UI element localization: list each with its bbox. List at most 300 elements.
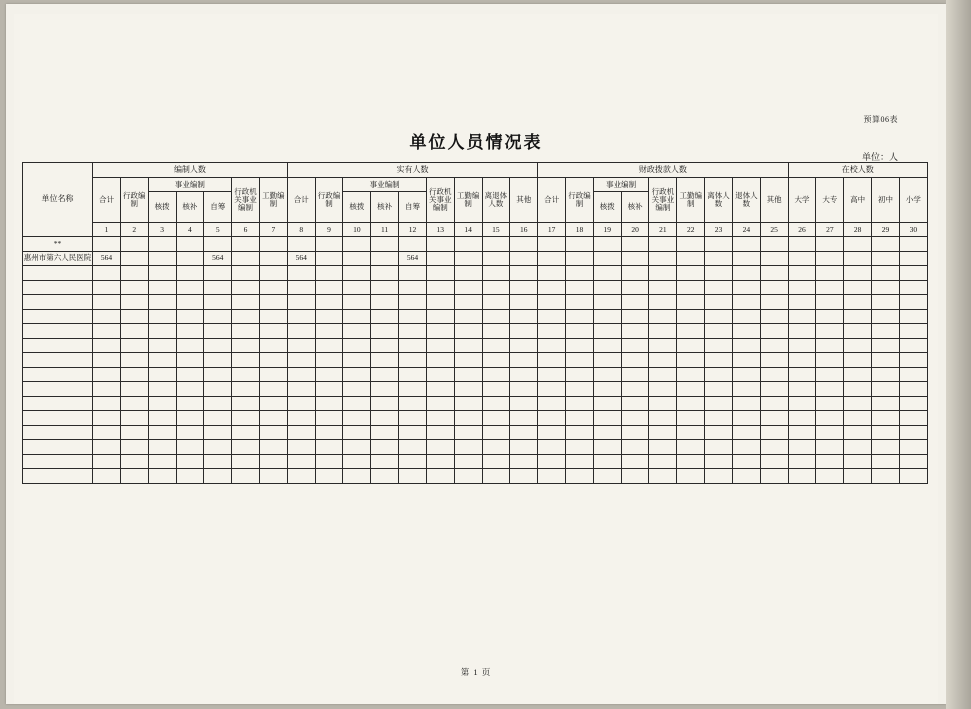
table-cell — [93, 353, 121, 368]
table-cell — [677, 382, 705, 397]
table-cell — [343, 411, 371, 426]
table-cell — [649, 454, 677, 469]
table-cell — [510, 295, 538, 310]
table-cell — [454, 367, 482, 382]
table-cell — [705, 396, 733, 411]
table-cell — [287, 411, 315, 426]
table-cell — [816, 425, 844, 440]
table-cell — [816, 324, 844, 339]
leaf-header-25: 大学 — [788, 178, 816, 223]
table-cell — [566, 309, 594, 324]
table-cell — [371, 367, 399, 382]
col-number: 12 — [399, 223, 427, 237]
table-cell — [232, 324, 260, 339]
table-cell — [816, 338, 844, 353]
unit-note: 单位：人 — [861, 152, 898, 162]
col-number: 14 — [454, 223, 482, 237]
table-cell: 564 — [204, 251, 232, 266]
table-cell — [315, 411, 343, 426]
table-cell — [705, 295, 733, 310]
table-cell — [677, 338, 705, 353]
table-cell — [899, 324, 927, 339]
row-unit-name — [23, 338, 93, 353]
table-cell — [593, 237, 621, 252]
table-cell — [426, 425, 454, 440]
table-cell — [510, 338, 538, 353]
table-cell — [176, 367, 204, 382]
table-cell — [593, 295, 621, 310]
table-cell — [732, 382, 760, 397]
table-cell — [510, 396, 538, 411]
page-content-area — [14, 14, 938, 704]
table-cell — [538, 237, 566, 252]
table-cell — [315, 353, 343, 368]
table-cell — [677, 309, 705, 324]
table-cell — [482, 251, 510, 266]
table-cell — [232, 295, 260, 310]
table-cell — [176, 411, 204, 426]
table-cell — [872, 309, 900, 324]
table-row[interactable] — [23, 367, 928, 382]
col-number: 23 — [705, 223, 733, 237]
table-row[interactable] — [23, 251, 928, 266]
table-cell — [232, 237, 260, 252]
table-cell — [176, 309, 204, 324]
table-cell — [343, 280, 371, 295]
table-cell — [176, 280, 204, 295]
row-unit-name: ** — [23, 237, 93, 252]
table-cell — [343, 425, 371, 440]
table-row[interactable] — [23, 309, 928, 324]
table-cell — [621, 367, 649, 382]
table-cell — [649, 425, 677, 440]
table-cell — [621, 411, 649, 426]
table-cell — [566, 425, 594, 440]
table-cell — [621, 280, 649, 295]
table-cell — [315, 324, 343, 339]
table-cell — [93, 338, 121, 353]
table-cell — [204, 353, 232, 368]
table-cell — [899, 295, 927, 310]
table-cell — [899, 367, 927, 382]
leaf-header-27: 高中 — [844, 178, 872, 223]
table-cell — [732, 338, 760, 353]
table-cell — [760, 280, 788, 295]
table-cell — [399, 338, 427, 353]
subgroup-caizheng-shiye: 事业编制 — [593, 178, 649, 192]
table-cell — [371, 382, 399, 397]
table-cell — [705, 469, 733, 484]
table-cell — [816, 237, 844, 252]
table-cell — [510, 411, 538, 426]
table-cell — [259, 411, 287, 426]
column-number-row — [23, 223, 928, 237]
table-cell — [872, 382, 900, 397]
table-cell — [482, 425, 510, 440]
table-row[interactable] — [23, 324, 928, 339]
table-cell — [287, 367, 315, 382]
table-cell — [343, 266, 371, 281]
table-cell — [677, 280, 705, 295]
table-cell — [93, 396, 121, 411]
col-number: 15 — [482, 223, 510, 237]
table-cell — [621, 353, 649, 368]
leaf-header-18: 核拨 — [593, 192, 621, 223]
table-row[interactable] — [23, 237, 928, 252]
table-cell — [399, 454, 427, 469]
table-cell — [343, 338, 371, 353]
table-body — [23, 237, 928, 484]
table-cell — [93, 367, 121, 382]
table-cell — [566, 353, 594, 368]
table-row[interactable] — [23, 469, 928, 484]
table-cell — [593, 309, 621, 324]
table-cell — [510, 266, 538, 281]
leaf-header-13: 工勤编制 — [454, 178, 482, 223]
table-cell — [677, 251, 705, 266]
leaf-header-2: 核拨 — [148, 192, 176, 223]
table-cell — [593, 396, 621, 411]
table-cell — [788, 251, 816, 266]
page-title: 单位人员情况表 — [409, 133, 543, 152]
table-cell — [93, 469, 121, 484]
table-cell — [315, 440, 343, 455]
table-cell — [510, 353, 538, 368]
table-cell — [287, 338, 315, 353]
table-cell — [343, 237, 371, 252]
leaf-header-12: 行政机关事业编制 — [426, 178, 454, 223]
table-cell — [788, 382, 816, 397]
table-cell — [120, 396, 148, 411]
table-cell — [705, 425, 733, 440]
table-cell — [232, 425, 260, 440]
table-cell — [732, 266, 760, 281]
table-cell — [482, 469, 510, 484]
table-cell — [371, 411, 399, 426]
table-cell — [621, 237, 649, 252]
table-cell — [705, 309, 733, 324]
table-cell — [93, 266, 121, 281]
table-cell — [120, 251, 148, 266]
col-number: 18 — [566, 223, 594, 237]
table-row[interactable] — [23, 454, 928, 469]
table-cell — [760, 469, 788, 484]
table-cell — [426, 454, 454, 469]
table-cell — [538, 338, 566, 353]
table-cell — [232, 353, 260, 368]
table-cell — [732, 396, 760, 411]
table-cell — [538, 324, 566, 339]
table-cell — [732, 469, 760, 484]
table-cell — [788, 280, 816, 295]
row-unit-name — [23, 382, 93, 397]
table-cell — [343, 469, 371, 484]
table-cell — [844, 237, 872, 252]
table-cell — [510, 309, 538, 324]
table-row[interactable] — [23, 440, 928, 455]
table-cell: 564 — [287, 251, 315, 266]
table-cell — [760, 237, 788, 252]
table-cell — [259, 396, 287, 411]
table-cell — [287, 454, 315, 469]
table-cell — [816, 353, 844, 368]
table-cell — [816, 382, 844, 397]
table-cell — [148, 425, 176, 440]
table-cell — [649, 353, 677, 368]
leaf-header-14: 离退体人数 — [482, 178, 510, 223]
table-cell — [120, 309, 148, 324]
table-cell — [259, 454, 287, 469]
table-cell — [287, 295, 315, 310]
table-cell — [510, 251, 538, 266]
table-row[interactable] — [23, 280, 928, 295]
table-cell — [844, 469, 872, 484]
table-cell — [204, 295, 232, 310]
leaf-header-22: 离体人数 — [705, 178, 733, 223]
table-cell — [705, 353, 733, 368]
table-cell — [399, 382, 427, 397]
table-cell — [872, 440, 900, 455]
table-cell — [259, 251, 287, 266]
table-cell — [649, 237, 677, 252]
table-cell — [259, 295, 287, 310]
table-cell — [343, 353, 371, 368]
table-cell — [621, 338, 649, 353]
table-cell — [538, 309, 566, 324]
table-cell — [482, 266, 510, 281]
table-cell — [538, 266, 566, 281]
table-cell — [148, 440, 176, 455]
row-unit-name — [23, 411, 93, 426]
table-cell — [872, 251, 900, 266]
table-cell — [732, 309, 760, 324]
table-row[interactable] — [23, 338, 928, 353]
table-cell — [788, 309, 816, 324]
table-cell — [510, 280, 538, 295]
table-cell — [482, 295, 510, 310]
table-cell — [566, 367, 594, 382]
table-cell — [204, 396, 232, 411]
table-cell — [705, 440, 733, 455]
table-cell — [259, 367, 287, 382]
table-cell — [538, 440, 566, 455]
table-cell — [510, 425, 538, 440]
table-cell — [788, 454, 816, 469]
table-cell — [593, 382, 621, 397]
table-cell — [788, 295, 816, 310]
table-cell — [538, 367, 566, 382]
table-cell — [426, 251, 454, 266]
table-cell — [204, 237, 232, 252]
table-cell — [538, 454, 566, 469]
table-cell — [315, 237, 343, 252]
table-cell — [677, 266, 705, 281]
table-cell — [399, 237, 427, 252]
table-cell — [315, 396, 343, 411]
table-cell — [93, 411, 121, 426]
col-number: 6 — [232, 223, 260, 237]
table-cell — [899, 251, 927, 266]
table-cell — [510, 382, 538, 397]
col-number: 2 — [120, 223, 148, 237]
table-cell — [899, 440, 927, 455]
table-cell — [872, 338, 900, 353]
table-cell — [120, 454, 148, 469]
table-cell — [399, 440, 427, 455]
table-row[interactable] — [23, 396, 928, 411]
table-cell — [844, 382, 872, 397]
table-cell — [482, 338, 510, 353]
table-cell — [593, 338, 621, 353]
table-cell — [538, 280, 566, 295]
table-cell — [649, 469, 677, 484]
table-cell — [371, 353, 399, 368]
table-cell — [287, 237, 315, 252]
table-cell — [510, 469, 538, 484]
table-cell — [315, 251, 343, 266]
table-cell — [399, 396, 427, 411]
table-cell — [677, 295, 705, 310]
table-cell — [788, 266, 816, 281]
table-cell — [566, 469, 594, 484]
table-cell — [482, 396, 510, 411]
row-unit-name — [23, 367, 93, 382]
table-cell — [760, 251, 788, 266]
table-cell — [677, 469, 705, 484]
table-cell — [732, 425, 760, 440]
table-cell — [538, 469, 566, 484]
table-cell — [649, 295, 677, 310]
leaf-header-11: 自筹 — [399, 192, 427, 223]
table-cell — [315, 454, 343, 469]
table-cell — [621, 425, 649, 440]
table-cell — [426, 324, 454, 339]
row-unit-name — [23, 454, 93, 469]
table-cell — [148, 280, 176, 295]
table-cell — [343, 309, 371, 324]
table-cell — [204, 411, 232, 426]
table-cell — [120, 469, 148, 484]
table-cell — [621, 266, 649, 281]
leaf-header-0: 合计 — [93, 178, 121, 223]
table-row[interactable] — [23, 266, 928, 281]
table-cell — [899, 396, 927, 411]
table-cell — [649, 338, 677, 353]
table-cell — [732, 324, 760, 339]
table-cell — [566, 251, 594, 266]
table-cell — [899, 454, 927, 469]
table-cell — [844, 353, 872, 368]
table-row[interactable] — [23, 411, 928, 426]
table-cell — [399, 367, 427, 382]
col-number: 22 — [677, 223, 705, 237]
table-cell — [120, 280, 148, 295]
table-cell — [148, 266, 176, 281]
table-cell — [844, 251, 872, 266]
table-cell — [566, 382, 594, 397]
leaf-header-19: 核补 — [621, 192, 649, 223]
table-cell — [426, 440, 454, 455]
col-number: 25 — [760, 223, 788, 237]
table-cell — [176, 266, 204, 281]
table-cell — [649, 440, 677, 455]
table-cell — [232, 309, 260, 324]
table-cell — [788, 440, 816, 455]
table-cell — [426, 411, 454, 426]
table-cell — [454, 396, 482, 411]
table-cell — [176, 382, 204, 397]
table-cell — [593, 425, 621, 440]
table-cell — [204, 324, 232, 339]
table-cell — [259, 353, 287, 368]
col-number: 4 — [176, 223, 204, 237]
table-cell — [677, 425, 705, 440]
col-number: 24 — [732, 223, 760, 237]
table-row[interactable] — [23, 382, 928, 397]
table-cell — [872, 411, 900, 426]
table-cell — [872, 396, 900, 411]
table-cell — [566, 295, 594, 310]
personnel-table — [22, 162, 928, 484]
table-cell — [148, 411, 176, 426]
table-cell — [482, 309, 510, 324]
table-cell — [371, 440, 399, 455]
row-unit-name — [23, 295, 93, 310]
table-cell — [176, 338, 204, 353]
table-cell — [232, 382, 260, 397]
table-cell — [899, 411, 927, 426]
table-cell — [538, 251, 566, 266]
table-cell — [204, 469, 232, 484]
table-cell — [315, 425, 343, 440]
table-cell — [844, 324, 872, 339]
table-cell — [371, 266, 399, 281]
table-cell — [872, 280, 900, 295]
table-cell — [482, 280, 510, 295]
table-cell — [371, 280, 399, 295]
table-cell — [844, 280, 872, 295]
table-cell — [677, 454, 705, 469]
table-cell — [371, 251, 399, 266]
leaf-header-26: 大专 — [816, 178, 844, 223]
table-row[interactable] — [23, 353, 928, 368]
leaf-header-8: 行政编制 — [315, 178, 343, 223]
table-head — [23, 163, 928, 237]
table-cell — [426, 353, 454, 368]
table-row[interactable] — [23, 295, 928, 310]
table-cell — [705, 251, 733, 266]
table-cell — [816, 440, 844, 455]
table-cell — [343, 367, 371, 382]
leaf-header-5: 行政机关事业编制 — [232, 178, 260, 223]
leaf-header-1: 行政编制 — [120, 178, 148, 223]
table-cell — [510, 237, 538, 252]
row-unit-name — [23, 425, 93, 440]
table-cell — [371, 469, 399, 484]
table-cell — [649, 324, 677, 339]
table-cell — [760, 338, 788, 353]
table-cell — [148, 367, 176, 382]
table-cell — [816, 251, 844, 266]
table-cell — [844, 266, 872, 281]
leaf-header-15: 其他 — [510, 178, 538, 223]
table-cell — [705, 338, 733, 353]
col-number: 21 — [649, 223, 677, 237]
table-cell — [259, 338, 287, 353]
table-row[interactable] — [23, 425, 928, 440]
table-cell — [315, 367, 343, 382]
table-cell — [259, 425, 287, 440]
